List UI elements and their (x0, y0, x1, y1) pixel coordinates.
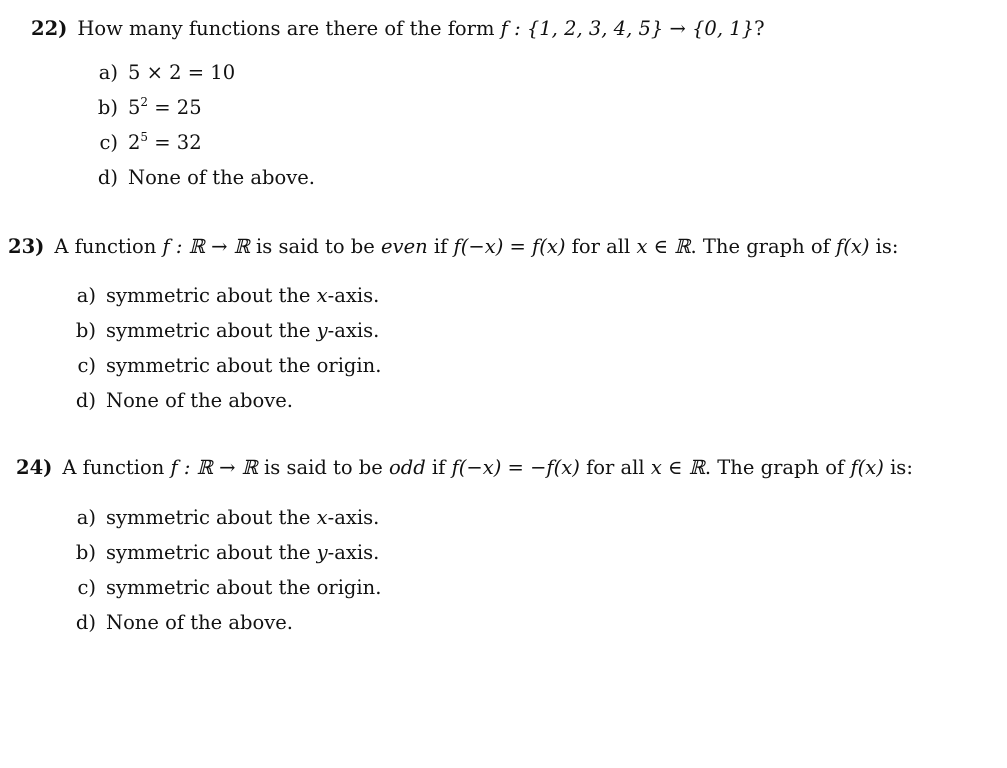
option-text: -axis. (327, 506, 380, 529)
option-label: b) (75, 319, 96, 342)
option-text: -axis. (327, 319, 380, 342)
math-expression: f : ℝ → ℝ (162, 235, 250, 258)
option-label: a) (76, 506, 96, 529)
question-number: 24) (16, 456, 53, 479)
option-exponent: 5 (140, 130, 149, 144)
question-text: is: (869, 235, 899, 258)
question-text: for all (565, 235, 637, 258)
option-label: a) (98, 61, 118, 84)
option-base: 2 (128, 131, 141, 154)
question-24-option-d (72, 610, 293, 636)
question-text: is said to be (249, 235, 382, 258)
option-variable: x (316, 506, 328, 529)
question-number: 22) (31, 17, 68, 40)
question-23-option-d (72, 388, 293, 414)
question-22-option-a (94, 60, 235, 86)
math-expression: f(−x) = −f(x) (451, 456, 580, 479)
question-22-option-c (94, 130, 202, 156)
emphasis-word: even (381, 235, 428, 258)
option-label: c) (77, 576, 96, 599)
option-text: = 25 (148, 96, 202, 119)
option-text: None of the above. (128, 166, 315, 189)
option-label: d) (75, 611, 96, 634)
option-text: None of the above. (106, 611, 293, 634)
option-text: 5 × 2 = 10 (128, 61, 236, 84)
option-text: symmetric about the (106, 506, 317, 529)
question-text: ? (754, 17, 765, 40)
math-expression: x ∈ ℝ (636, 235, 691, 258)
option-label: d) (75, 389, 96, 412)
option-text: symmetric about the (106, 319, 317, 342)
option-label: c) (99, 131, 118, 154)
question-text: How many functions are there of the form (77, 17, 501, 40)
question-text: for all (579, 456, 651, 479)
question-23-stem (8, 234, 898, 260)
math-expression: f(x) (836, 235, 870, 258)
option-label: c) (77, 354, 96, 377)
question-text: . The graph of (704, 456, 851, 479)
question-text: A function (62, 456, 171, 479)
option-label: b) (97, 96, 118, 119)
option-text: symmetric about the origin. (106, 354, 382, 377)
math-expression: f : ℝ → ℝ (170, 456, 258, 479)
question-24-option-a (72, 505, 379, 531)
question-23-option-c (72, 353, 381, 379)
option-text: = 32 (148, 131, 202, 154)
option-variable: y (316, 319, 328, 342)
math-expression: x ∈ ℝ (650, 456, 705, 479)
option-label: b) (75, 541, 96, 564)
option-exponent: 2 (140, 95, 149, 109)
question-text: if (427, 235, 454, 258)
option-variable: x (316, 284, 328, 307)
option-label: d) (97, 166, 118, 189)
question-number: 23) (8, 235, 45, 258)
option-text: -axis. (327, 541, 380, 564)
question-22-option-b (94, 95, 202, 121)
question-text: is said to be (257, 456, 390, 479)
question-22-stem (31, 16, 765, 42)
question-text: if (425, 456, 452, 479)
question-24-option-c (72, 575, 381, 601)
question-22-option-d (94, 165, 315, 191)
question-text: A function (54, 235, 163, 258)
question-23-option-b (72, 318, 379, 344)
question-text: . The graph of (690, 235, 837, 258)
option-text: symmetric about the (106, 541, 317, 564)
option-variable: y (316, 541, 328, 564)
option-base: 5 (128, 96, 141, 119)
question-24-stem (16, 455, 913, 481)
option-text: -axis. (327, 284, 380, 307)
question-text: is: (883, 456, 913, 479)
option-text: symmetric about the (106, 284, 317, 307)
emphasis-word: odd (389, 456, 426, 479)
question-24-option-b (72, 540, 379, 566)
option-label: a) (76, 284, 96, 307)
option-text: symmetric about the origin. (106, 576, 382, 599)
question-23-option-a (72, 283, 379, 309)
math-expression: f : {1, 2, 3, 4, 5} → {0, 1} (500, 17, 755, 40)
math-expression: f(−x) = f(x) (453, 235, 566, 258)
math-expression: f(x) (850, 456, 884, 479)
option-text: None of the above. (106, 389, 293, 412)
